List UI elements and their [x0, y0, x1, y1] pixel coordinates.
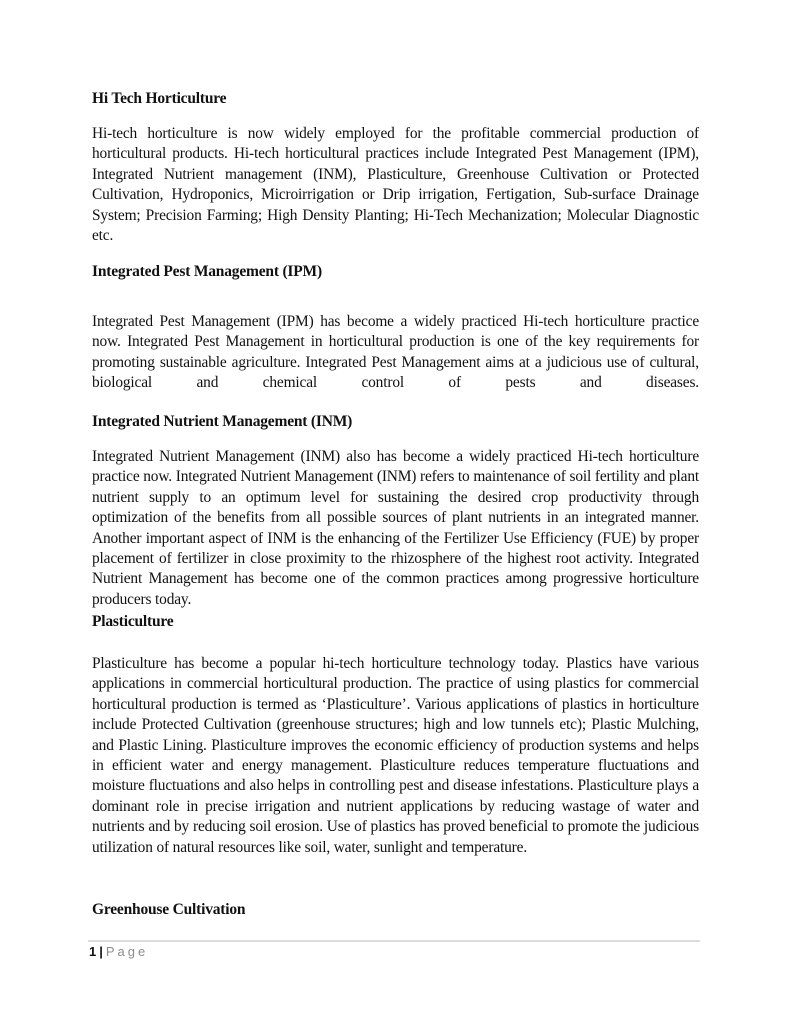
section-paragraph-plasticulture: Plasticulture has become a popular hi-tech horticulture technology today. Plastics have various applications in commercial horticultural production. The practice of using plastics for commercial horticultural production is termed as ‘Plasticulture’. Various applications of plastics in horticulture include Protected Cultivation (greenhouse structures; high and low tunnels etc); Plastic Mulching, and Plastic Lining. Plasticulture improves the economic efficiency of production systems and helps in efficient water and energy management. Plasticulture reduces temperature fluctuations and moisture fluctuations and also helps in controlling pest and disease infestations. Plasticulture plays a dominant role in precise irrigation and nutrient applications by reducing wastage of water and nutrients and by reducing soil erosion. Use of plastics has proved beneficial to promote the judicious utilization of natural resources like soil, water, sunlight and temperature.: [92, 655, 699, 856]
section-heading-hi-tech-horticulture: Hi Tech Horticulture: [92, 90, 227, 107]
page-footer: [89, 944, 148, 960]
page-label: Page: [105, 944, 149, 959]
section-paragraph-ipm: Integrated Pest Management (IPM) has become a widely practiced Hi-tech horticulture practice now. Integrated Pest Management in horticultural production is one of the key requirements for promoting sustainable agriculture. Integrated Pest Management aims at a judicious use of cultural, biological and chemical control of pests and diseases.: [92, 313, 699, 392]
footer-divider: [88, 940, 700, 942]
section-paragraph-hi-tech-horticulture: Hi-tech horticulture is now widely employed for the profitable commercial production of horticultural products. Hi-tech horticultural practices include Integrated Pest Management (IPM), Integrated Nutrient management (INM), Plasticulture, Greenhouse Cultivation or Protected Cultivation, Hydroponics, Microirrigation or Drip irrigation, Fertigation, Sub-surface Drainage System; Precision Farming; High Density Planting; Hi-Tech Mechanization; Molecular Diagnostic etc.: [92, 125, 699, 245]
section-heading-plasticulture: Plasticulture: [92, 613, 174, 630]
section-heading-greenhouse-cultivation: Greenhouse Cultivation: [92, 901, 246, 918]
footer-separator: |: [99, 944, 103, 959]
section-paragraph-inm: Integrated Nutrient Management (INM) also has become a widely practiced Hi-tech horticulture practice now. Integrated Nutrient Management (INM) refers to maintenance of soil fertility and plant nutrient supply to an optimum level for sustaining the desired crop productivity through optimization of the benefits from all possible sources of plant nutrients in an integrated manner. Another important aspect of INM is the enhancing of the Fertilizer Use Efficiency (FUE) by proper placement of fertilizer in close proximity to the rhizosphere of the highest root activity. Integrated Nutrient Management has become one of the common practices among progressive horticulture producers today.: [92, 448, 699, 608]
section-heading-ipm: Integrated Pest Management (IPM): [92, 263, 322, 280]
section-heading-inm: Integrated Nutrient Management (INM): [92, 413, 353, 430]
page-number: 1: [89, 944, 97, 959]
